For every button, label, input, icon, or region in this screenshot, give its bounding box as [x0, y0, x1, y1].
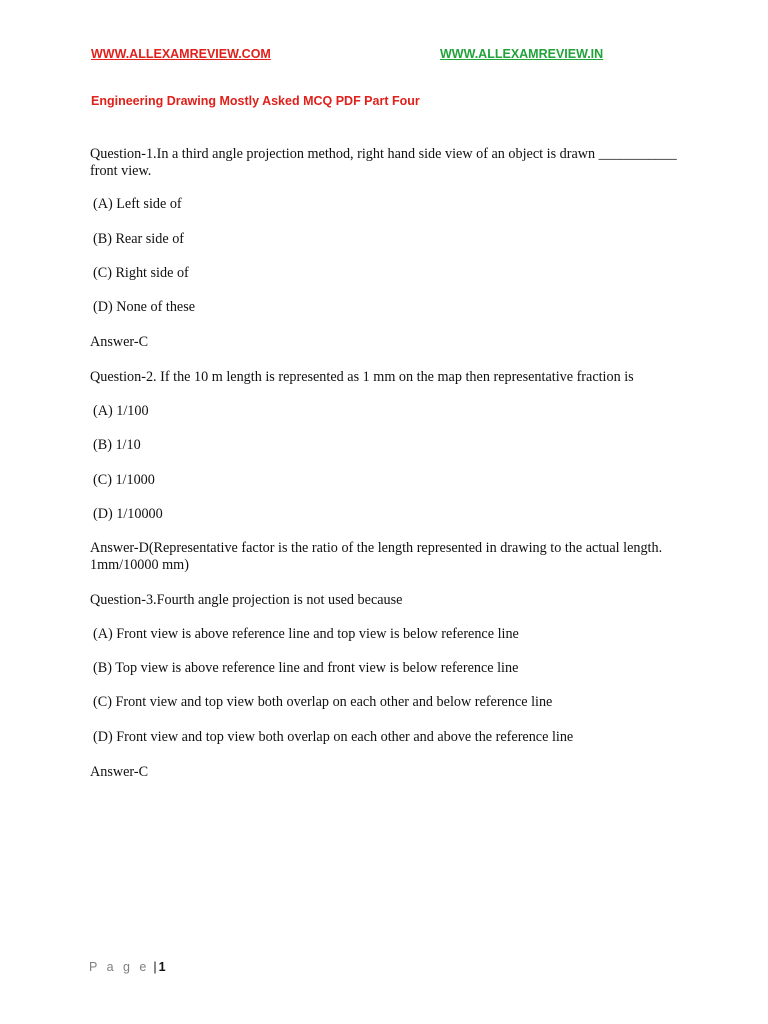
- question-2-option-b: (B) 1/10: [93, 437, 141, 453]
- question-3-option-d: (D) Front view and top view both overlap on each other and above the reference line: [93, 729, 574, 745]
- header-site-link-com[interactable]: WWW.ALLEXAMREVIEW.COM: [91, 47, 271, 61]
- question-2-answer: Answer-D(Representative factor is the ratio of the length represented in drawing to the actual length. 1mm/10000 mm): [90, 540, 663, 573]
- page-number: 1: [158, 960, 166, 974]
- question-1-option-b: (B) Rear side of: [93, 231, 185, 247]
- header-site-link-in[interactable]: WWW.ALLEXAMREVIEW.IN: [440, 47, 604, 61]
- question-1-text: Question-1.In a third angle projection method, right hand side view of an object is drawn ___________ front view.: [90, 146, 677, 179]
- question-1-option-c: (C) Right side of: [93, 265, 189, 281]
- question-2-option-c: (C) 1/1000: [93, 472, 155, 488]
- question-2-text: Question-2. If the 10 m length is represented as 1 mm on the map then representative fraction is: [90, 369, 634, 385]
- question-3-option-c: (C) Front view and top view both overlap on each other and below reference line: [93, 694, 553, 710]
- question-3-option-b: (B) Top view is above reference line and front view is below reference line: [93, 660, 519, 676]
- question-1-option-d: (D) None of these: [93, 299, 196, 315]
- question-3-text: Question-3.Fourth angle projection is not used because: [90, 592, 403, 608]
- question-3-answer: Answer-C: [90, 764, 149, 780]
- question-2-option-a: (A) 1/100: [93, 403, 149, 419]
- document-title: Engineering Drawing Mostly Asked MCQ PDF Part Four: [91, 94, 420, 108]
- question-3-option-a: (A) Front view is above reference line and top view is below reference line: [93, 626, 519, 642]
- question-1-option-a: (A) Left side of: [93, 196, 182, 212]
- footer-separator: |: [153, 960, 157, 974]
- page-label: P a g e: [89, 960, 150, 974]
- question-2-option-d: (D) 1/10000: [93, 506, 163, 522]
- question-1-answer: Answer-C: [90, 334, 149, 350]
- page-footer: [89, 960, 166, 974]
